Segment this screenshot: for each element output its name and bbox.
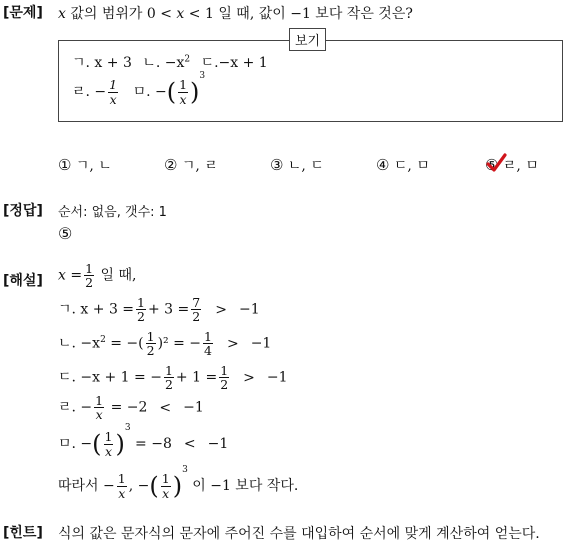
solution-line-6: ㅁ. −( $\frac{1}{x}$ )$^3$ = −8 < −1: [58, 423, 229, 459]
bogi-item-a: ㄱ. x + 3: [72, 55, 132, 71]
option-4[interactable]: ④ ㄷ, ㅁ: [376, 156, 430, 174]
option-2[interactable]: ② ㄱ, ㄹ: [164, 156, 218, 174]
bogi-row-2: [72, 71, 205, 106]
checkmark-icon: [485, 152, 507, 174]
answer-label: [정답]: [3, 203, 43, 219]
bogi-item-e: ㅁ. −( $\frac{1}{x}$ )$^3$: [132, 71, 206, 107]
solution-line-2: ㄱ. x + 3 = $\frac{1}{2}$ + 3 = $\frac{7}{2}$ > −1: [58, 295, 260, 325]
answer-meta: 순서: 없음, 갯수: 1: [58, 205, 167, 220]
bogi-row-1: [72, 52, 268, 72]
option-1[interactable]: ① ㄱ, ㄴ: [58, 156, 112, 174]
solution-line-7: 따라서 − $\frac{1}{x}$ , −( $\frac{1}{x}$ )$^3$ 이 −1 보다 작다.: [58, 465, 299, 501]
hint-label: [힌트]: [3, 525, 43, 541]
question-end: < 1 일 때, 값이 −1 보다 작은 것은?: [184, 6, 413, 22]
answer-value: ⑤: [58, 224, 73, 243]
solution-label: [해설]: [3, 273, 43, 289]
hint-text: 식의 값은 문자식의 문자에 주어진 수를 대입하여 순서에 맞게 계산하여 얻는다.: [58, 526, 540, 542]
bogi-item-b: ㄴ. $-x^2$: [142, 54, 191, 71]
bogi-item-c: ㄷ.−x + 1: [200, 55, 268, 71]
question-text: [58, 3, 413, 23]
question-mid: 값의 범위가 0 <: [65, 6, 177, 22]
solution-line-3: ㄴ. $-x^2$ = −( $\frac{1}{2}$ )² = − $\frac{1}{4}$ > −1: [58, 329, 272, 359]
bogi-label: 보기: [289, 28, 326, 51]
solution-line-4: ㄷ. −x + 1 = − $\frac{1}{2}$ + 1 = $\frac{1}{2}$ > −1: [58, 363, 288, 393]
problem-label: [문제]: [3, 5, 43, 21]
var-x: x: [58, 6, 66, 22]
option-3[interactable]: ③ ㄴ, ㄷ: [270, 156, 324, 174]
bogi-item-d: ㄹ. − $\frac{1}{x}$: [72, 77, 118, 107]
var-x-2: x: [176, 6, 185, 22]
option-5[interactable]: ⑤ ㄹ, ㅁ: [485, 156, 539, 174]
solution-line-5: ㄹ. − $\frac{1}{x}$ = −2 < −1: [58, 393, 204, 423]
solution-line-1: x = $\frac{1}{2}$ 일 때,: [58, 261, 137, 291]
